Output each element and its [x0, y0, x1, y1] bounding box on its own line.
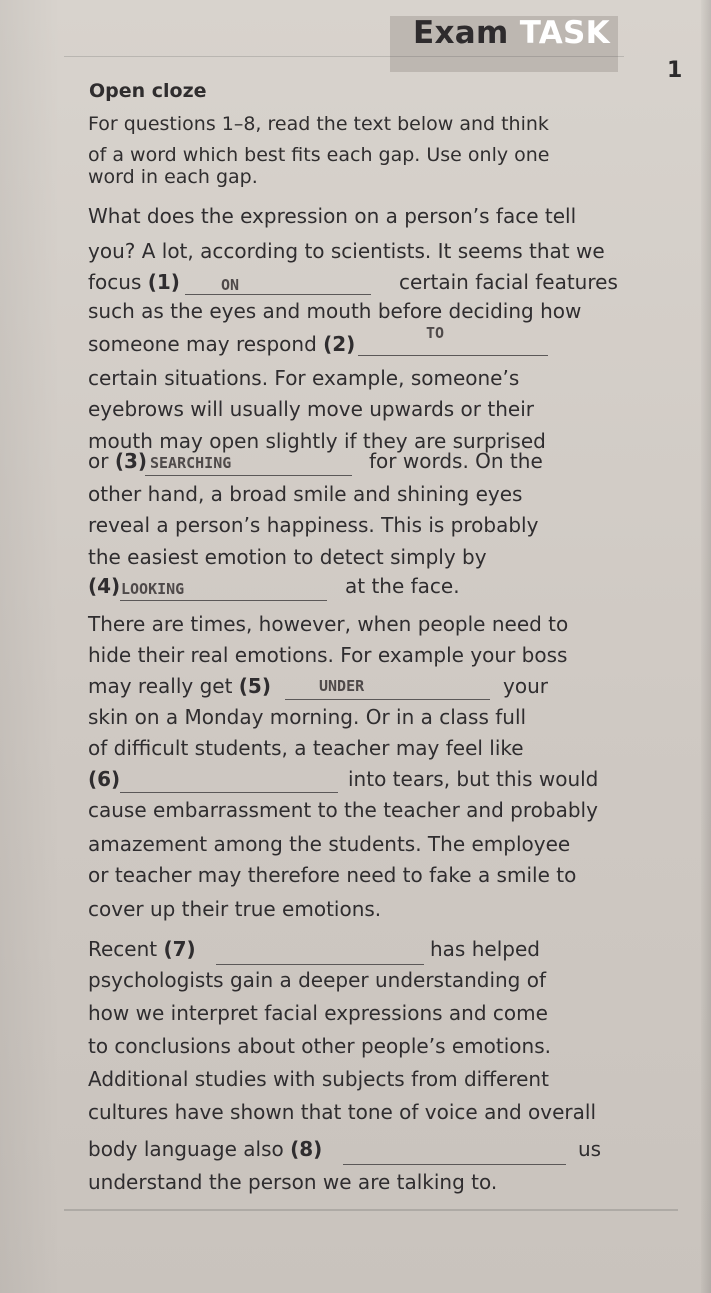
gap-6-row	[88, 769, 628, 795]
text-line: There are times, however, when people need to	[88, 612, 569, 636]
gap-4-label	[88, 576, 120, 596]
gap-7-label	[88, 939, 196, 959]
text-line: the easiest emotion to detect simply by	[88, 545, 487, 569]
gap-8-row	[88, 1139, 628, 1165]
text-line: such as the eyes and mouth before deciding how	[88, 299, 582, 323]
gap-1-blank-line	[185, 294, 371, 295]
text-line: to conclusions about other people’s emotions.	[88, 1034, 551, 1058]
gap-2-number: (2)	[323, 332, 356, 356]
text-line: skin on a Monday morning. Or in a class full	[88, 705, 527, 729]
gap-2-before: someone may respond	[88, 332, 324, 356]
text-line: reveal a person’s happiness. This is probably	[88, 513, 539, 537]
gap-1-answer: ON	[221, 276, 240, 294]
gap-5-row	[88, 676, 628, 702]
gap-1-before: focus	[88, 270, 148, 294]
gap-5-after: your	[503, 674, 548, 698]
gap-2-answer: TO	[426, 324, 445, 342]
gap-5-answer: UNDER	[319, 677, 365, 695]
gap-4-after: at the face.	[345, 574, 460, 598]
gap-3-label	[88, 451, 147, 471]
gap-8-label	[88, 1139, 322, 1159]
gap-5-before: may really get	[88, 674, 239, 698]
gap-3-before: or	[88, 449, 115, 473]
header-word-accent: TASK	[519, 15, 610, 51]
text-line: or teacher may therefore need to fake a smile to	[88, 863, 577, 887]
gap-5-label	[88, 676, 271, 696]
gap-4-answer: LOOKING	[121, 580, 185, 598]
gap-8-before: body language also	[88, 1137, 291, 1161]
instruction-line-2: of a word which best fits each gap. Use only one	[88, 144, 550, 166]
text-line: mouth may open slightly if they are surprised	[88, 429, 546, 453]
text-line: how we interpret facial expressions and come	[88, 1001, 548, 1025]
gap-3-blank-line	[145, 475, 352, 476]
gap-1-row	[88, 272, 628, 298]
gap-4-blank-line	[120, 600, 327, 601]
text-line: understand the person we are talking to.	[88, 1170, 498, 1194]
page-shadow-left	[0, 0, 60, 1293]
gap-2-label	[88, 334, 355, 354]
gap-7-blank-line	[216, 964, 424, 965]
gap-8-after: us	[578, 1137, 602, 1161]
text-line: hide their real emotions. For example your boss	[88, 643, 568, 667]
gap-6-number: (6)	[88, 767, 121, 791]
gap-7-before: Recent	[88, 937, 164, 961]
gap-4-number: (4)	[88, 574, 121, 598]
page-edge-shadow	[701, 0, 711, 1293]
gap-1-number: (1)	[147, 270, 180, 294]
gap-1-label	[88, 272, 180, 292]
header-word-main: Exam	[413, 15, 509, 51]
gap-8-blank-line	[343, 1164, 566, 1165]
text-line: certain situations. For example, someone’s	[88, 366, 520, 390]
gap-2-blank-line	[358, 355, 548, 356]
gap-3-after: for words. On the	[369, 449, 543, 473]
gap-3-row	[88, 451, 628, 477]
text-line: cover up their true emotions.	[88, 897, 382, 921]
gap-6-after: into tears, but this would	[348, 767, 599, 791]
gap-5-number: (5)	[238, 674, 271, 698]
gap-6-blank-line	[120, 792, 338, 793]
gap-5-blank-line	[285, 699, 490, 700]
gap-4-row	[88, 576, 628, 602]
gap-6-label	[88, 769, 120, 789]
gap-1-after: certain facial features	[399, 270, 618, 294]
text-line: other hand, a broad smile and shining eyes	[88, 482, 523, 506]
text-line: of difficult students, a teacher may feel like	[88, 736, 524, 760]
gap-7-number: (7)	[163, 937, 196, 961]
gap-2-row	[88, 324, 628, 360]
text-line: What does the expression on a person’s face tell	[88, 204, 577, 228]
page-number: 1	[667, 58, 683, 83]
text-line: cause embarrassment to the teacher and probably	[88, 798, 598, 822]
section-header	[413, 15, 610, 51]
gap-3-answer: SEARCHING	[150, 454, 232, 472]
top-rule	[64, 56, 624, 57]
gap-8-number: (8)	[290, 1137, 323, 1161]
text-line: psychologists gain a deeper understanding of	[88, 968, 547, 992]
text-line: Additional studies with subjects from different	[88, 1067, 549, 1091]
gap-7-row	[88, 939, 628, 965]
text-line: you? A lot, according to scientists. It seems that we	[88, 239, 605, 263]
instruction-line-3: word in each gap.	[88, 166, 258, 188]
gap-7-after: has helped	[430, 937, 540, 961]
text-line: eyebrows will usually move upwards or their	[88, 397, 534, 421]
section-title: Open cloze	[89, 80, 207, 102]
text-line: cultures have shown that tone of voice and overall	[88, 1100, 597, 1124]
bottom-rule	[64, 1209, 678, 1211]
gap-3-number: (3)	[114, 449, 148, 473]
instruction-line-1: For questions 1–8, read the text below and think	[88, 113, 549, 135]
text-line: amazement among the students. The employee	[88, 832, 571, 856]
